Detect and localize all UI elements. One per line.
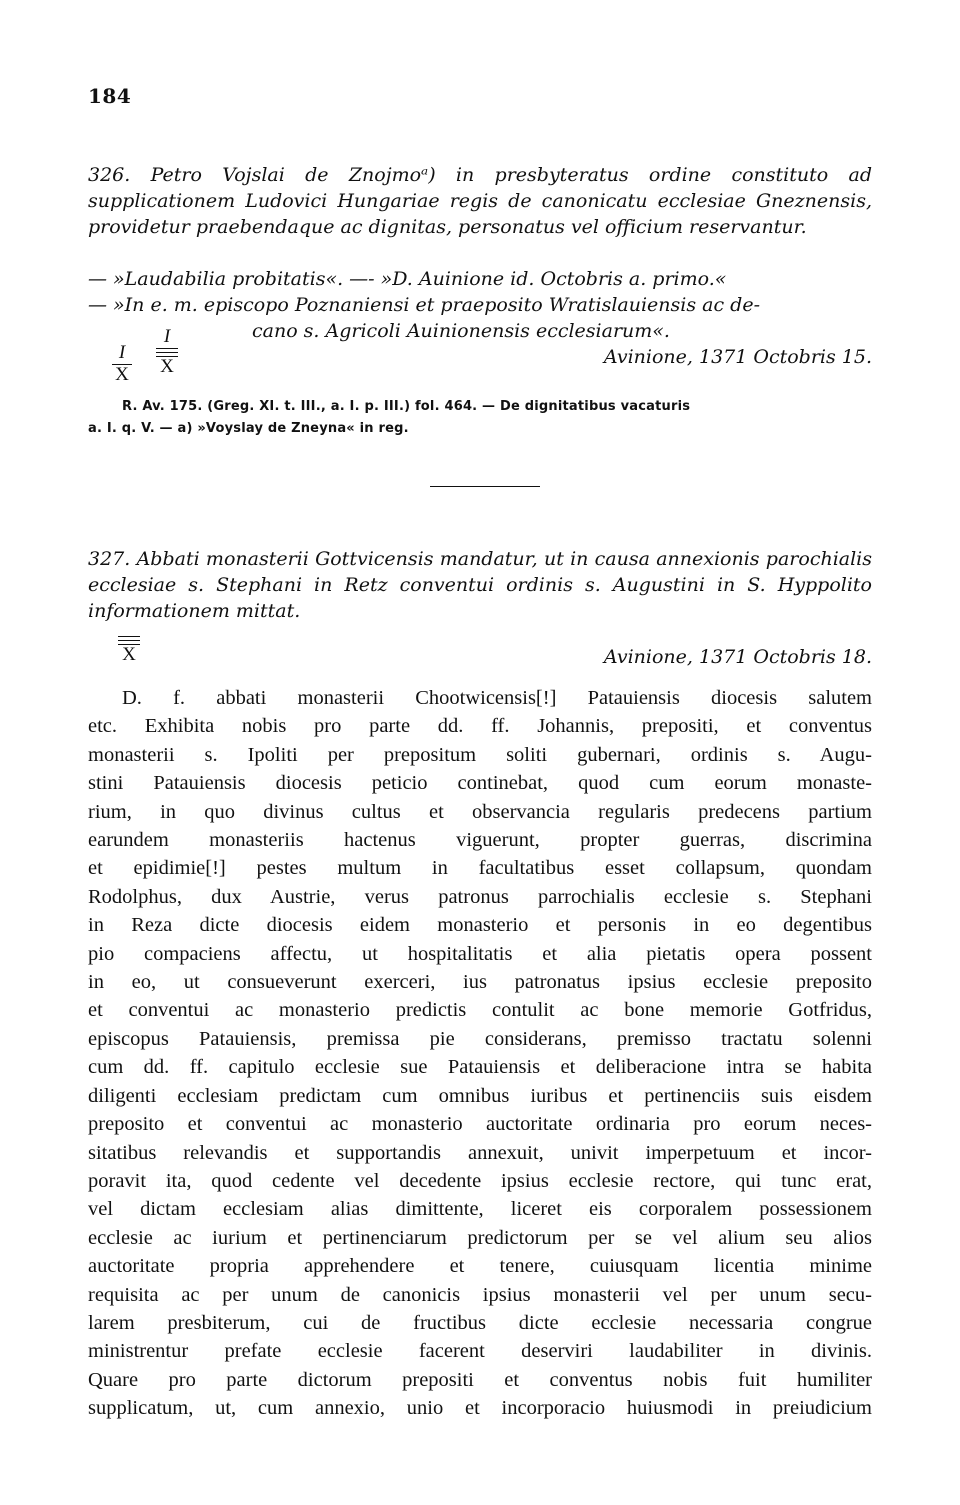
entry-326-note-line-1: R. Av. 175. (Greg. XI. t. III., a. I. p. III.) fol. 464. — De dignitatibus vacaturis bbox=[122, 399, 691, 414]
body-line: pio compaciens affectu, ut hospitalitatis et alia pietatis opera possent bbox=[88, 942, 872, 965]
entry-326-date: Avinione, 1371 Octobris 15. bbox=[603, 346, 872, 368]
page-number: 184 bbox=[88, 84, 132, 108]
body-line: Rodolphus, dux Austrie, verus patronus parrochialis ecclesie s. Stephani bbox=[88, 885, 872, 908]
entry-327-summary: Abbati monasterii Gottvicensis mandatur, ut in causa annexionis parochialis ecclesiae s. Stephani in Retz conventui ordinis s. Augustini in S. Hyppolito informationem mittat. bbox=[88, 548, 872, 622]
entry-326-source-note bbox=[88, 396, 872, 440]
body-line: cum dd. ff. capitulo ecclesie sue Patauiensis et deliberacione intra se habita bbox=[88, 1056, 872, 1079]
body-line: monasterii s. Ipoliti per prepositum soliti gubernari, ordinis s. Augu- bbox=[88, 743, 872, 766]
body-line: sitatibus relevandis et supportandis annexuit, univit imperpetuum et incor- bbox=[88, 1141, 872, 1164]
entry-327-heading bbox=[88, 546, 872, 624]
body-line: auctoritate propria apprehendere et tenere, cuiusquam licentia minime bbox=[88, 1255, 872, 1278]
entry-326-heading bbox=[88, 162, 872, 240]
body-line: earundem monasteriis hactenus viguerunt, propter guerras, discrimina bbox=[88, 829, 872, 852]
body-line: requisita ac per unum de canonicis ipsius monasterii vel per unum secu- bbox=[88, 1283, 872, 1306]
body-line: vel dictam ecclesiam alias dimittente, liceret eis corporalem possessionem bbox=[88, 1198, 872, 1221]
body-line: preposito et conventui ac monasterio auctoritate ordinaria pro eorum neces- bbox=[88, 1113, 872, 1136]
body-line: larem presbiterum, cui de fructibus dicte ecclesie necessaria congrue bbox=[88, 1311, 872, 1334]
entry-326-register-mark-1: I X bbox=[112, 344, 132, 384]
body-line: supplicatum, ut, cum annexio, unio et incorporacio huiusmodi in preiudicium bbox=[88, 1397, 872, 1420]
entry-326-number: 326. bbox=[88, 164, 131, 186]
body-line: rium, in quo divinus cultus et observancia regularis predecens partium bbox=[88, 800, 872, 823]
entry-327-number: 327. bbox=[88, 548, 131, 570]
body-line: in eo, ut consueverunt exerceri, ius patronatus ipsius ecclesie preposito bbox=[88, 971, 872, 994]
entry-326-formula-2: — »In e. m. episcopo Poznaniensi et praeposito Wratislauiensis ac de- bbox=[88, 294, 760, 316]
entry-326-formula-1: — »Laudabilia probitatis«. —- »D. Auinione id. Octobris a. primo.« bbox=[88, 268, 727, 290]
entry-327-date: Avinione, 1371 Octobris 18. bbox=[603, 646, 872, 668]
body-line: D. f. abbati monasterii Chootwicensis[!] Patauiensis diocesis salutem bbox=[122, 687, 872, 709]
body-line: episcopus Patauiensis, premissa pie considerans, premisso tractatu solenni bbox=[88, 1027, 872, 1050]
body-line: et epidimie[!] pestes multum in facultatibus esset collapsum, quondam bbox=[88, 857, 872, 880]
entry-327-text bbox=[88, 684, 872, 1423]
body-line: stini Patauiensis diocesis peticio continebat, quod cum eorum monaste- bbox=[88, 772, 872, 795]
entry-326-note-line-2: a. I. q. V. — a) »Voyslay de Zneyna« in reg. bbox=[88, 421, 409, 436]
body-line: ecclesie ac iurium et pertinenciarum predictorum per se vel alium seu alios bbox=[88, 1226, 872, 1249]
section-divider bbox=[430, 486, 540, 487]
body-line: et conventui ac monasterio predictis contulit ac bone memorie Gotfridus, bbox=[88, 999, 872, 1022]
entry-326-formula-3: cano s. Agricoli Auinionensis ecclesiarum«. bbox=[252, 320, 670, 342]
entry-327-register-mark: X bbox=[118, 634, 140, 664]
body-line: poravit ita, quod cedente vel decedente ipsius ecclesie rectore, qui tunc erat, bbox=[88, 1169, 872, 1192]
body-line: in Reza dicte diocesis eidem monasterio et personis in eo degentibus bbox=[88, 914, 872, 937]
body-line: diligenti ecclesiam predictam cum omnibus iuribus et pertinenciis suis eisdem bbox=[88, 1084, 872, 1107]
body-line: etc. Exhibita nobis pro parte dd. ff. Johannis, prepositi, et conventus bbox=[88, 715, 872, 738]
body-line: ministrentur prefate ecclesie facerent deserviri laudabiliter in divinis. bbox=[88, 1340, 872, 1363]
entry-326-formulas bbox=[88, 266, 872, 344]
body-line: Quare pro parte dictorum prepositi et conventus nobis fuit humiliter bbox=[88, 1368, 872, 1391]
entry-326-register-mark-2: I X bbox=[156, 328, 178, 376]
entry-326-summary: Petro Vojslai de Znojmoᵃ) in presbyteratus ordine constituto ad supplicationem Ludovici Hungariae regis de canonicatu ecclesiae Gneznensis, providetur praebendaque ac dignitas, personatus vel officium reservantur. bbox=[88, 164, 872, 238]
